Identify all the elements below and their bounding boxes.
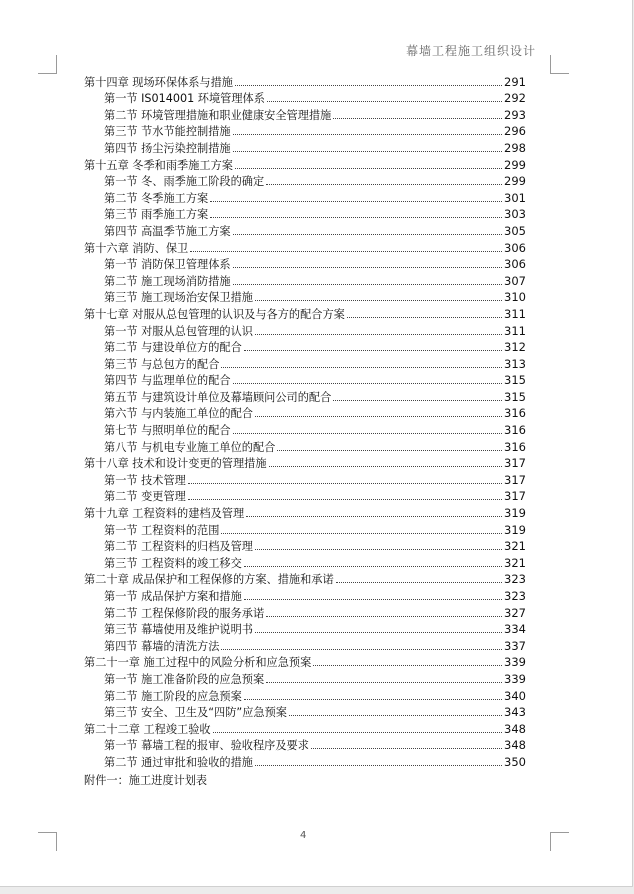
toc-dot-leader (244, 599, 502, 600)
toc-section-entry[interactable] (84, 255, 526, 272)
toc-entry-page: 348 (504, 738, 526, 753)
toc-entry-page: 311 (504, 306, 526, 321)
toc-dot-leader (233, 433, 502, 434)
toc-section-entry[interactable] (84, 321, 526, 338)
toc-dot-leader (269, 466, 502, 467)
toc-entry-title: 第二节 通过审批和验收的措施 (104, 755, 253, 769)
toc-entry-page: 312 (504, 340, 526, 355)
toc-entry-page: 340 (504, 688, 526, 703)
toc-entry-page: 327 (504, 605, 526, 620)
toc-entry-page: 323 (504, 572, 526, 587)
toc-section-entry[interactable] (84, 686, 526, 703)
toc-entry-page: 350 (504, 754, 526, 769)
toc-section-entry[interactable] (84, 752, 526, 769)
toc-entry-page: 299 (504, 157, 526, 172)
toc-entry-title: 第一节 成品保护方案和措施 (104, 590, 242, 603)
toc-entry-page: 293 (504, 107, 526, 122)
toc-dot-leader (210, 201, 502, 202)
toc-section-entry[interactable] (84, 553, 526, 570)
toc-entry-title: 第一节 对服从总包管理的认识 (104, 324, 253, 338)
toc-entry-title: 第二十一章 施工过程中的风险分析和应急预案 (84, 656, 312, 670)
toc-entry-title: 第十四章 现场环保体系与措施 (84, 75, 233, 89)
toc-appendix-entry[interactable] (84, 769, 526, 787)
toc-entry-page: 305 (504, 223, 526, 238)
toc-entry-page: 317 (504, 472, 526, 487)
toc-entry-title: 第八节 与机电专业施工单位的配合 (104, 440, 276, 454)
toc-dot-leader (188, 483, 502, 484)
toc-dot-leader (188, 499, 502, 500)
toc-section-entry[interactable] (84, 188, 526, 205)
toc-entry-title: 第六节 与内装施工单位的配合 (104, 407, 253, 421)
toc-section-entry[interactable] (84, 603, 526, 620)
toc-entry-title: 第十五章 冬季和雨季施工方案 (84, 158, 233, 172)
toc-entry-title: 第四节 扬尘污染控制措施 (104, 141, 231, 155)
toc-entry-page: 319 (504, 506, 526, 521)
toc-entry-page: 307 (504, 273, 526, 288)
toc-entry-page: 317 (504, 456, 526, 471)
toc-entry-title: 第二节 变更管理 (104, 490, 186, 504)
toc-dot-leader (255, 300, 502, 301)
toc-entry-title: 第三节 安全、卫生及“四防”应急预案 (104, 706, 287, 720)
toc-section-entry[interactable] (84, 138, 526, 155)
toc-entry-title: 第二节 施工阶段的应急预案 (104, 689, 242, 703)
toc-section-entry[interactable] (84, 371, 526, 388)
toc-chapter-entry[interactable] (84, 155, 526, 172)
toc-entry-page: 313 (504, 356, 526, 371)
toc-dot-leader (266, 616, 502, 617)
page-number: 4 (300, 830, 307, 841)
toc-section-entry[interactable] (84, 221, 526, 238)
toc-dot-leader (233, 151, 502, 152)
toc-entry-title: 第一节 技术管理 (104, 473, 186, 487)
toc-entry-page: 319 (504, 522, 526, 537)
toc-entry-page: 301 (504, 190, 526, 205)
toc-dot-leader (266, 184, 502, 185)
toc-entry-page: 316 (504, 439, 526, 454)
toc-chapter-entry[interactable] (84, 72, 526, 89)
toc-entry-page: 298 (504, 140, 526, 155)
crop-mark-bottom-left (38, 832, 57, 851)
crop-mark-top-right (550, 55, 569, 74)
toc-entry-title: 第二十章 成品保护和工程保修的方案、措施和承诺 (84, 573, 334, 587)
toc-entry-title: 第三节 雨季施工方案 (104, 208, 209, 222)
toc-section-entry[interactable] (84, 620, 526, 637)
crop-mark-top-left (38, 55, 57, 74)
toc-dot-leader (266, 682, 502, 683)
toc-dot-leader (233, 284, 502, 285)
toc-entry-page: 315 (504, 373, 526, 388)
toc-dot-leader (277, 450, 502, 451)
toc-dot-leader (233, 134, 502, 135)
toc-section-entry[interactable] (84, 586, 526, 603)
toc-entry-page: 339 (504, 655, 526, 670)
toc-dot-leader (233, 383, 502, 384)
toc-section-entry[interactable] (84, 122, 526, 139)
toc-dot-leader (311, 748, 502, 749)
toc-entry-page: 339 (504, 671, 526, 686)
toc-section-entry[interactable] (84, 172, 526, 189)
toc-entry-page: 315 (504, 389, 526, 404)
toc-dot-leader (213, 732, 502, 733)
toc-dot-leader (235, 85, 502, 86)
toc-entry-page: 317 (504, 489, 526, 504)
toc-section-entry[interactable] (84, 669, 526, 686)
toc-section-entry[interactable] (84, 387, 526, 404)
toc-entry-title: 第三节 施工现场治安保卫措施 (104, 291, 253, 305)
toc-dot-leader (313, 665, 502, 666)
toc-section-entry[interactable] (84, 205, 526, 222)
toc-entry-title: 第二节 环境管理措施和职业健康安全管理措施 (104, 108, 332, 122)
toc-entry-title: 第一节 消防保卫管理体系 (104, 258, 231, 272)
toc-dot-leader (235, 168, 502, 169)
toc-dot-leader (221, 649, 502, 650)
toc-dot-leader (233, 267, 502, 268)
toc-dot-leader (333, 400, 502, 401)
toc-entry-title: 第十六章 消防、保卫 (84, 241, 189, 255)
toc-section-entry[interactable] (84, 636, 526, 653)
toc-section-entry[interactable] (84, 487, 526, 504)
toc-dot-leader (255, 632, 502, 633)
toc-section-entry[interactable] (84, 520, 526, 537)
toc-section-entry[interactable] (84, 537, 526, 554)
toc-dot-leader (233, 234, 502, 235)
toc-chapter-entry[interactable] (84, 304, 526, 321)
toc-section-entry[interactable] (84, 354, 526, 371)
toc-dot-leader (336, 582, 502, 583)
toc-entry-page: 321 (504, 539, 526, 554)
toc-entry-page: 316 (504, 423, 526, 438)
toc-dot-leader (221, 533, 502, 534)
toc-entry-title: 第二节 施工现场消防措施 (104, 274, 231, 288)
toc-section-entry[interactable] (84, 437, 526, 454)
toc-entry-title: 第三节 幕墙使用及维护说明书 (104, 623, 253, 637)
toc-section-entry[interactable] (84, 420, 526, 437)
running-header: 幕墙工程施工组织设计 (405, 44, 536, 58)
toc-entry-page: 292 (504, 91, 526, 106)
toc-entry-page: 337 (504, 638, 526, 653)
toc-entry-page: 348 (504, 721, 526, 736)
toc-entry-page: 310 (504, 290, 526, 305)
toc-section-entry[interactable] (84, 338, 526, 355)
toc-section-entry[interactable] (84, 105, 526, 122)
toc-entry-title: 第一节 工程资料的范围 (104, 523, 220, 537)
toc-entry-page: 323 (504, 589, 526, 603)
toc-section-entry[interactable] (84, 404, 526, 421)
toc-section-entry[interactable] (84, 736, 526, 753)
toc-dot-leader (221, 367, 502, 368)
toc-section-entry[interactable] (84, 470, 526, 487)
toc-entry-title: 第十九章 工程资料的建档及管理 (84, 507, 245, 521)
toc-entry-title: 第三节 与总包方的配合 (104, 357, 220, 371)
toc-section-entry[interactable] (84, 271, 526, 288)
toc-entry-title: 第三节 工程资料的竣工移交 (104, 556, 242, 570)
toc-entry-title: 第二节 与建设单位方的配合 (104, 341, 242, 355)
toc-dot-leader (255, 549, 502, 550)
toc-entry-title: 第五节 与建筑设计单位及幕墙顾问公司的配合 (104, 390, 332, 404)
toc-dot-leader (255, 334, 502, 335)
toc-entry-title: 第二十二章 工程竣工验收 (84, 722, 211, 736)
toc-chapter-entry[interactable] (84, 719, 526, 736)
table-of-contents (84, 72, 526, 787)
toc-entry-title: 第一节 施工准备阶段的应急预案 (104, 672, 265, 686)
toc-entry-title: 第四节 与监理单位的配合 (104, 374, 231, 388)
toc-dot-leader (347, 317, 502, 318)
toc-entry-title: 第四节 高温季节施工方案 (104, 224, 231, 238)
toc-entry-title: 第三节 节水节能控制措施 (104, 125, 231, 139)
toc-dot-leader (210, 217, 502, 218)
toc-entry-title: 第二节 冬季施工方案 (104, 191, 209, 205)
toc-chapter-entry[interactable] (84, 238, 526, 255)
toc-dot-leader (244, 699, 502, 700)
toc-entry-page: 303 (504, 207, 526, 222)
toc-dot-leader (244, 350, 502, 351)
toc-entry-title: 第二节 工程保修阶段的服务承诺 (104, 606, 265, 620)
toc-dot-leader (255, 765, 502, 766)
toc-chapter-entry[interactable] (84, 503, 526, 520)
toc-entry-title: 第四节 幕墙的清洗方法 (104, 639, 220, 653)
toc-entry-title: 第十七章 对服从总包管理的认识及与各方的配合方案 (84, 307, 345, 321)
toc-entry-page: 299 (504, 174, 526, 189)
toc-entry-page: 291 (504, 74, 526, 89)
toc-section-entry[interactable] (84, 89, 526, 106)
toc-entry-page: 296 (504, 124, 526, 139)
toc-chapter-entry[interactable] (84, 653, 526, 670)
toc-chapter-entry[interactable] (84, 454, 526, 471)
toc-entry-page: 306 (504, 240, 526, 255)
toc-entry-title: 第一节 冬、雨季施工阶段的确定 (104, 175, 265, 189)
toc-section-entry[interactable] (84, 288, 526, 305)
toc-dot-leader (246, 516, 502, 517)
toc-dot-leader (289, 715, 502, 716)
toc-entry-title: 第一节 幕墙工程的报审、验收程序及要求 (104, 739, 309, 753)
toc-dot-leader (267, 101, 502, 102)
toc-entry-title: 第十八章 技术和设计变更的管理措施 (84, 457, 267, 471)
toc-entry-title: 第七节 与照明单位的配合 (104, 424, 231, 438)
toc-dot-leader (255, 416, 502, 417)
toc-entry-page: 343 (504, 705, 526, 720)
toc-dot-leader (333, 118, 502, 119)
toc-dot-leader (244, 566, 502, 567)
toc-entry-page: 321 (504, 555, 526, 570)
toc-entry-title: 第一节 IS014001 环境管理体系 (104, 92, 265, 106)
toc-entry-page: 334 (504, 622, 526, 637)
crop-mark-bottom-right (550, 832, 569, 851)
toc-chapter-entry[interactable] (84, 570, 526, 587)
toc-entry-page: 316 (504, 406, 526, 421)
toc-section-entry[interactable] (84, 703, 526, 720)
toc-appendix-title: 附件一：施工进度计划表 (84, 773, 208, 787)
toc-entry-title: 第二节 工程资料的归档及管理 (104, 540, 253, 554)
toc-entry-page: 311 (504, 323, 526, 338)
toc-entry-page: 306 (504, 257, 526, 272)
toc-dot-leader (190, 251, 502, 252)
